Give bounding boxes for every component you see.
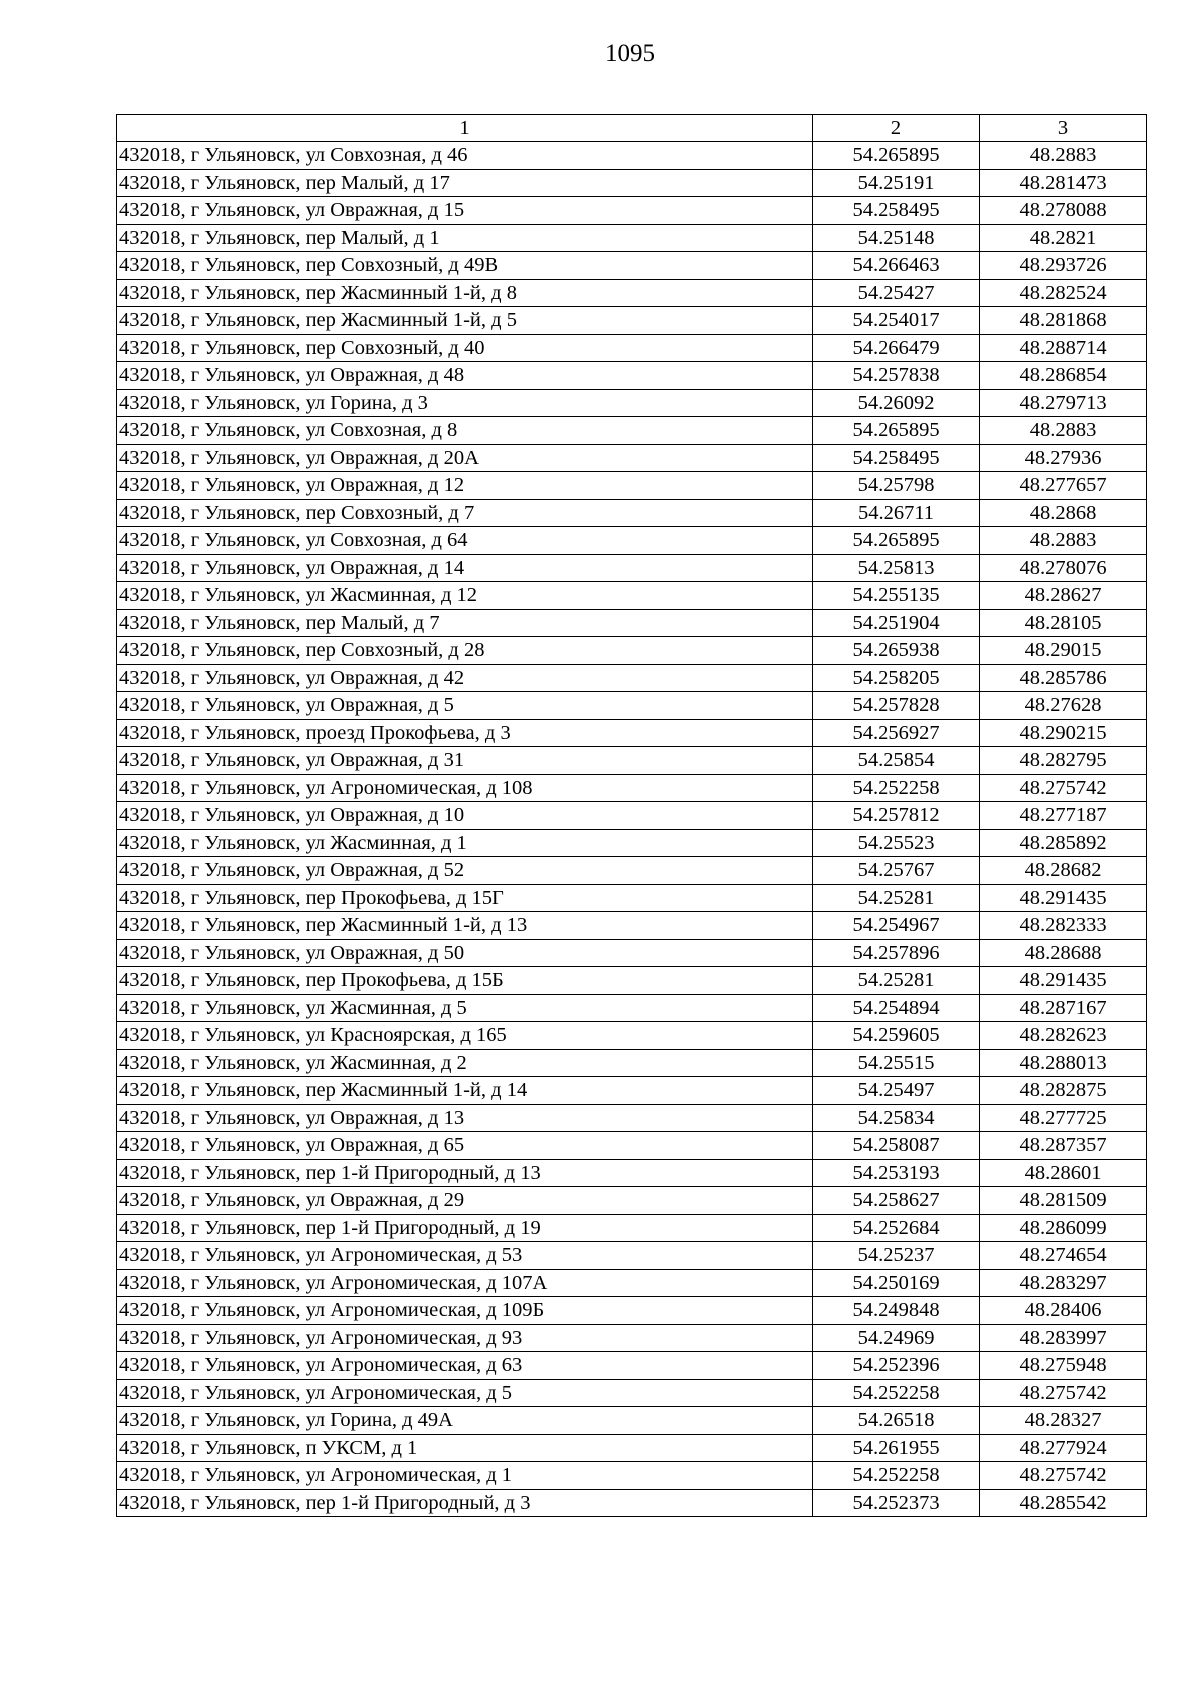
latitude-cell: 54.253193 <box>813 1159 980 1187</box>
table-row <box>117 1077 1147 1105</box>
longitude-cell: 48.287167 <box>980 994 1147 1022</box>
latitude-cell: 54.257812 <box>813 802 980 830</box>
address-cell: 432018, г Ульяновск, ул Агрономическая, д 107А <box>117 1269 813 1297</box>
latitude-cell: 54.261955 <box>813 1434 980 1462</box>
address-cell: 432018, г Ульяновск, ул Жасминная, д 1 <box>117 829 813 857</box>
address-cell: 432018, г Ульяновск, пер Совхозный, д 40 <box>117 334 813 362</box>
table-row <box>117 939 1147 967</box>
address-cell: 432018, г Ульяновск, пер 1-й Пригородный, д 13 <box>117 1159 813 1187</box>
longitude-cell: 48.2821 <box>980 224 1147 252</box>
longitude-cell: 48.282333 <box>980 912 1147 940</box>
latitude-cell: 54.255135 <box>813 582 980 610</box>
page-number: 1095 <box>605 40 655 67</box>
longitude-cell: 48.275742 <box>980 1379 1147 1407</box>
table-row <box>117 527 1147 555</box>
latitude-cell: 54.259605 <box>813 1022 980 1050</box>
address-cell: 432018, г Ульяновск, ул Агрономическая, д 53 <box>117 1242 813 1270</box>
longitude-cell: 48.291435 <box>980 967 1147 995</box>
table-row <box>117 912 1147 940</box>
longitude-cell: 48.2883 <box>980 527 1147 555</box>
address-cell: 432018, г Ульяновск, пер Малый, д 17 <box>117 169 813 197</box>
address-cell: 432018, г Ульяновск, ул Горина, д 3 <box>117 389 813 417</box>
latitude-cell: 54.24969 <box>813 1324 980 1352</box>
table-row <box>117 967 1147 995</box>
table-row <box>117 169 1147 197</box>
latitude-cell: 54.258627 <box>813 1187 980 1215</box>
longitude-cell: 48.281509 <box>980 1187 1147 1215</box>
latitude-cell: 54.26092 <box>813 389 980 417</box>
latitude-cell: 54.266479 <box>813 334 980 362</box>
table-row <box>117 774 1147 802</box>
address-cell: 432018, г Ульяновск, ул Жасминная, д 5 <box>117 994 813 1022</box>
address-cell: 432018, г Ульяновск, ул Жасминная, д 2 <box>117 1049 813 1077</box>
table-row <box>117 609 1147 637</box>
longitude-cell: 48.286854 <box>980 362 1147 390</box>
longitude-cell: 48.28327 <box>980 1407 1147 1435</box>
table-row <box>117 252 1147 280</box>
table-row <box>117 1159 1147 1187</box>
latitude-cell: 54.25148 <box>813 224 980 252</box>
address-cell: 432018, г Ульяновск, ул Овражная, д 5 <box>117 692 813 720</box>
table-row <box>117 884 1147 912</box>
latitude-cell: 54.265938 <box>813 637 980 665</box>
table-row <box>117 802 1147 830</box>
longitude-cell: 48.29015 <box>980 637 1147 665</box>
address-cell: 432018, г Ульяновск, ул Овражная, д 20А <box>117 444 813 472</box>
table-row <box>117 582 1147 610</box>
longitude-cell: 48.279713 <box>980 389 1147 417</box>
table-row <box>117 994 1147 1022</box>
latitude-cell: 54.26711 <box>813 499 980 527</box>
latitude-cell: 54.249848 <box>813 1297 980 1325</box>
longitude-cell: 48.285786 <box>980 664 1147 692</box>
address-cell: 432018, г Ульяновск, пер 1-й Пригородный, д 19 <box>117 1214 813 1242</box>
table-row <box>117 499 1147 527</box>
table-row <box>117 664 1147 692</box>
longitude-cell: 48.274654 <box>980 1242 1147 1270</box>
longitude-cell: 48.282795 <box>980 747 1147 775</box>
address-cell: 432018, г Ульяновск, ул Агрономическая, д 108 <box>117 774 813 802</box>
latitude-cell: 54.252258 <box>813 774 980 802</box>
table-row <box>117 224 1147 252</box>
latitude-cell: 54.25767 <box>813 857 980 885</box>
table-body <box>117 115 1147 1517</box>
longitude-cell: 48.293726 <box>980 252 1147 280</box>
longitude-cell: 48.277924 <box>980 1434 1147 1462</box>
longitude-cell: 48.291435 <box>980 884 1147 912</box>
address-cell: 432018, г Ульяновск, ул Горина, д 49А <box>117 1407 813 1435</box>
longitude-cell: 48.27628 <box>980 692 1147 720</box>
address-cell: 432018, г Ульяновск, пер Жасминный 1-й, д 13 <box>117 912 813 940</box>
latitude-cell: 54.265895 <box>813 417 980 445</box>
latitude-cell: 54.25813 <box>813 554 980 582</box>
latitude-cell: 54.254017 <box>813 307 980 335</box>
address-cell: 432018, г Ульяновск, ул Овражная, д 52 <box>117 857 813 885</box>
latitude-cell: 54.258495 <box>813 444 980 472</box>
latitude-cell: 54.25834 <box>813 1104 980 1132</box>
column-header-1: 1 <box>117 115 813 142</box>
longitude-cell: 48.277657 <box>980 472 1147 500</box>
latitude-cell: 54.252258 <box>813 1462 980 1490</box>
address-cell: 432018, г Ульяновск, пер Совхозный, д 7 <box>117 499 813 527</box>
longitude-cell: 48.275742 <box>980 1462 1147 1490</box>
longitude-cell: 48.282875 <box>980 1077 1147 1105</box>
longitude-cell: 48.28406 <box>980 1297 1147 1325</box>
address-cell: 432018, г Ульяновск, пер Малый, д 1 <box>117 224 813 252</box>
longitude-cell: 48.278088 <box>980 197 1147 225</box>
address-cell: 432018, г Ульяновск, п УКСМ, д 1 <box>117 1434 813 1462</box>
table-row <box>117 1214 1147 1242</box>
latitude-cell: 54.257828 <box>813 692 980 720</box>
table-row <box>117 747 1147 775</box>
longitude-cell: 48.275948 <box>980 1352 1147 1380</box>
table-row <box>117 1104 1147 1132</box>
table-row <box>117 417 1147 445</box>
longitude-cell: 48.2883 <box>980 417 1147 445</box>
latitude-cell: 54.25237 <box>813 1242 980 1270</box>
table-row <box>117 1049 1147 1077</box>
address-cell: 432018, г Ульяновск, ул Овражная, д 65 <box>117 1132 813 1160</box>
address-cell: 432018, г Ульяновск, ул Овражная, д 14 <box>117 554 813 582</box>
table-row <box>117 1132 1147 1160</box>
latitude-cell: 54.25427 <box>813 279 980 307</box>
table-row <box>117 1379 1147 1407</box>
longitude-cell: 48.28688 <box>980 939 1147 967</box>
latitude-cell: 54.252396 <box>813 1352 980 1380</box>
latitude-cell: 54.258495 <box>813 197 980 225</box>
latitude-cell: 54.266463 <box>813 252 980 280</box>
latitude-cell: 54.252258 <box>813 1379 980 1407</box>
address-cell: 432018, г Ульяновск, ул Агрономическая, д 109Б <box>117 1297 813 1325</box>
longitude-cell: 48.28627 <box>980 582 1147 610</box>
table-row <box>117 1242 1147 1270</box>
longitude-cell: 48.2868 <box>980 499 1147 527</box>
longitude-cell: 48.2883 <box>980 142 1147 170</box>
address-cell: 432018, г Ульяновск, ул Овражная, д 31 <box>117 747 813 775</box>
latitude-cell: 54.251904 <box>813 609 980 637</box>
address-cell: 432018, г Ульяновск, ул Овражная, д 15 <box>117 197 813 225</box>
longitude-cell: 48.286099 <box>980 1214 1147 1242</box>
table-row <box>117 444 1147 472</box>
longitude-cell: 48.283997 <box>980 1324 1147 1352</box>
address-coordinates-table <box>116 114 1147 1517</box>
table-row <box>117 1269 1147 1297</box>
column-header-2: 2 <box>813 115 980 142</box>
address-cell: 432018, г Ульяновск, ул Агрономическая, д 63 <box>117 1352 813 1380</box>
table-row <box>117 1407 1147 1435</box>
latitude-cell: 54.25281 <box>813 967 980 995</box>
address-cell: 432018, г Ульяновск, ул Овражная, д 29 <box>117 1187 813 1215</box>
address-cell: 432018, г Ульяновск, ул Овражная, д 12 <box>117 472 813 500</box>
latitude-cell: 54.258087 <box>813 1132 980 1160</box>
address-cell: 432018, г Ульяновск, пер Жасминный 1-й, д 14 <box>117 1077 813 1105</box>
table-row <box>117 1434 1147 1462</box>
table-row <box>117 362 1147 390</box>
table-row <box>117 307 1147 335</box>
longitude-cell: 48.285542 <box>980 1489 1147 1517</box>
longitude-cell: 48.281868 <box>980 307 1147 335</box>
address-cell: 432018, г Ульяновск, пер Жасминный 1-й, д 8 <box>117 279 813 307</box>
address-cell: 432018, г Ульяновск, пер Прокофьева, д 15Б <box>117 967 813 995</box>
address-cell: 432018, г Ульяновск, ул Жасминная, д 12 <box>117 582 813 610</box>
table-row <box>117 829 1147 857</box>
table-row <box>117 472 1147 500</box>
latitude-cell: 54.254894 <box>813 994 980 1022</box>
address-cell: 432018, г Ульяновск, ул Овражная, д 48 <box>117 362 813 390</box>
latitude-cell: 54.25191 <box>813 169 980 197</box>
latitude-cell: 54.256927 <box>813 719 980 747</box>
latitude-cell: 54.25854 <box>813 747 980 775</box>
latitude-cell: 54.254967 <box>813 912 980 940</box>
longitude-cell: 48.287357 <box>980 1132 1147 1160</box>
longitude-cell: 48.28601 <box>980 1159 1147 1187</box>
longitude-cell: 48.282524 <box>980 279 1147 307</box>
latitude-cell: 54.252684 <box>813 1214 980 1242</box>
address-cell: 432018, г Ульяновск, ул Красноярская, д 165 <box>117 1022 813 1050</box>
address-cell: 432018, г Ульяновск, пер Прокофьева, д 15Г <box>117 884 813 912</box>
latitude-cell: 54.252373 <box>813 1489 980 1517</box>
longitude-cell: 48.281473 <box>980 169 1147 197</box>
table-row <box>117 197 1147 225</box>
address-cell: 432018, г Ульяновск, пер Совхозный, д 49В <box>117 252 813 280</box>
latitude-cell: 54.250169 <box>813 1269 980 1297</box>
table-row <box>117 1324 1147 1352</box>
table-row <box>117 1187 1147 1215</box>
latitude-cell: 54.25798 <box>813 472 980 500</box>
longitude-cell: 48.290215 <box>980 719 1147 747</box>
longitude-cell: 48.28105 <box>980 609 1147 637</box>
table-row <box>117 1352 1147 1380</box>
table-header-row <box>117 115 1147 142</box>
longitude-cell: 48.283297 <box>980 1269 1147 1297</box>
table-row <box>117 279 1147 307</box>
address-cell: 432018, г Ульяновск, пер Жасминный 1-й, д 5 <box>117 307 813 335</box>
longitude-cell: 48.278076 <box>980 554 1147 582</box>
latitude-cell: 54.265895 <box>813 142 980 170</box>
latitude-cell: 54.265895 <box>813 527 980 555</box>
longitude-cell: 48.277725 <box>980 1104 1147 1132</box>
latitude-cell: 54.257896 <box>813 939 980 967</box>
table-row <box>117 389 1147 417</box>
table-row <box>117 1489 1147 1517</box>
table-row <box>117 554 1147 582</box>
latitude-cell: 54.25523 <box>813 829 980 857</box>
latitude-cell: 54.26518 <box>813 1407 980 1435</box>
table-row <box>117 1022 1147 1050</box>
longitude-cell: 48.288013 <box>980 1049 1147 1077</box>
longitude-cell: 48.277187 <box>980 802 1147 830</box>
latitude-cell: 54.258205 <box>813 664 980 692</box>
address-cell: 432018, г Ульяновск, пер 1-й Пригородный, д 3 <box>117 1489 813 1517</box>
address-cell: 432018, г Ульяновск, пер Малый, д 7 <box>117 609 813 637</box>
longitude-cell: 48.288714 <box>980 334 1147 362</box>
address-cell: 432018, г Ульяновск, пер Совхозный, д 28 <box>117 637 813 665</box>
latitude-cell: 54.25515 <box>813 1049 980 1077</box>
address-cell: 432018, г Ульяновск, ул Совхозная, д 64 <box>117 527 813 555</box>
latitude-cell: 54.257838 <box>813 362 980 390</box>
table-row <box>117 692 1147 720</box>
table-row <box>117 334 1147 362</box>
address-cell: 432018, г Ульяновск, ул Совхозная, д 8 <box>117 417 813 445</box>
longitude-cell: 48.27936 <box>980 444 1147 472</box>
table-row <box>117 857 1147 885</box>
table-row <box>117 719 1147 747</box>
longitude-cell: 48.28682 <box>980 857 1147 885</box>
table-row <box>117 1297 1147 1325</box>
latitude-cell: 54.25497 <box>813 1077 980 1105</box>
address-cell: 432018, г Ульяновск, ул Овражная, д 50 <box>117 939 813 967</box>
address-cell: 432018, г Ульяновск, ул Овражная, д 10 <box>117 802 813 830</box>
longitude-cell: 48.275742 <box>980 774 1147 802</box>
address-cell: 432018, г Ульяновск, ул Агрономическая, д 1 <box>117 1462 813 1490</box>
address-cell: 432018, г Ульяновск, проезд Прокофьева, д 3 <box>117 719 813 747</box>
address-cell: 432018, г Ульяновск, ул Овражная, д 42 <box>117 664 813 692</box>
address-cell: 432018, г Ульяновск, ул Совхозная, д 46 <box>117 142 813 170</box>
address-cell: 432018, г Ульяновск, ул Агрономическая, д 5 <box>117 1379 813 1407</box>
table-row <box>117 142 1147 170</box>
longitude-cell: 48.282623 <box>980 1022 1147 1050</box>
column-header-3: 3 <box>980 115 1147 142</box>
address-cell: 432018, г Ульяновск, ул Агрономическая, д 93 <box>117 1324 813 1352</box>
longitude-cell: 48.285892 <box>980 829 1147 857</box>
latitude-cell: 54.25281 <box>813 884 980 912</box>
address-cell: 432018, г Ульяновск, ул Овражная, д 13 <box>117 1104 813 1132</box>
table-row <box>117 637 1147 665</box>
table-row <box>117 1462 1147 1490</box>
